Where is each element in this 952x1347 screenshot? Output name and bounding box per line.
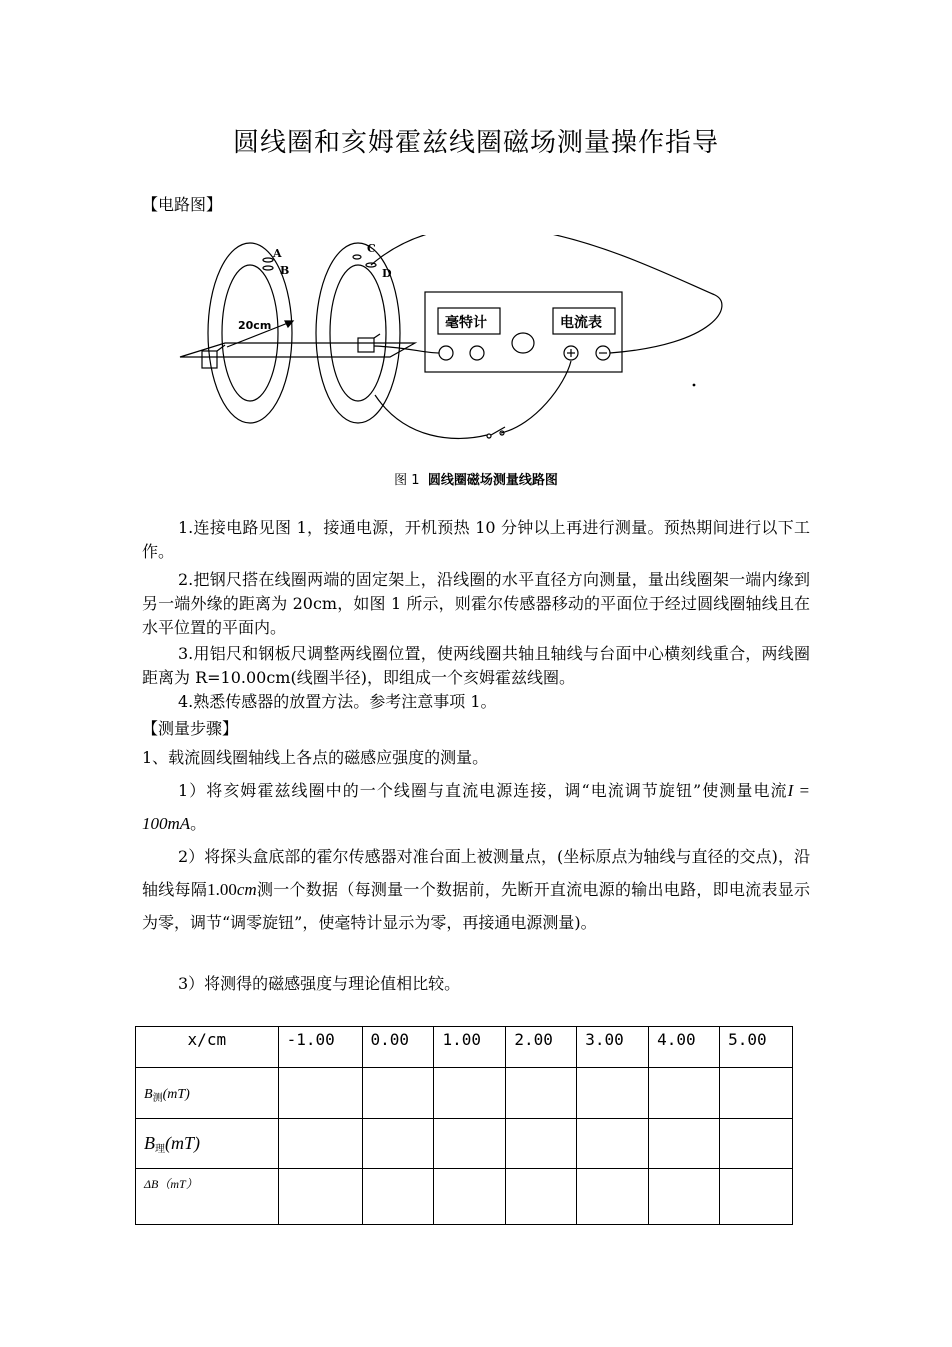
table-plane — [180, 343, 415, 357]
table-cell — [362, 1068, 434, 1119]
step-1-3: 3）将测得的磁感强度与理论值相比较。 — [178, 974, 461, 993]
header-x-value: 2.00 — [506, 1027, 577, 1068]
step-1-1: 1）将亥姆霍兹线圈中的一个线圈与直流电源连接，调“电流调节旋钮”使测量电流I = 100mA。 — [142, 781, 810, 833]
interval-unit: cm — [236, 880, 257, 899]
current-formula: I = 100mA — [142, 781, 810, 833]
table-header-row — [136, 1027, 793, 1068]
page-title: 圆线圈和亥姆霍兹线圈磁场测量操作指导 — [232, 128, 719, 158]
table-cell — [720, 1169, 793, 1225]
table-cell — [577, 1169, 649, 1225]
figure-caption-number: 图 1 — [394, 473, 420, 488]
wire-sensor — [374, 346, 439, 353]
table-cell — [506, 1119, 577, 1169]
interval-value: 1.00 — [207, 880, 237, 899]
setup-step-4: 4.熟悉传感器的放置方法。参考注意事项 1。 — [178, 692, 497, 711]
label-distance: 20cm — [238, 319, 272, 332]
instrument-box — [425, 292, 622, 372]
wire-switch — [375, 395, 487, 438]
meter-1-label: 毫特计 — [445, 315, 487, 331]
label-c: C — [367, 242, 376, 255]
wire-coil-return — [371, 235, 722, 353]
setup-step-2: 2.把钢尺搭在线圈两端的固定架上，沿线圈的水平直径方向测量，量出线圈架一端内缘到另一端外缘的距离为 20cm，如图 1 所示，则霍尔传感器移动的平面位于经过圆线圈轴线且在水平位置的平面内。 — [142, 570, 810, 637]
section-heading-circuit: 【电路图】 — [142, 195, 223, 214]
header-x-value: -1.00 — [278, 1027, 362, 1068]
coil-1-inner — [222, 265, 278, 401]
meter-2-label: 电流表 — [560, 315, 602, 331]
table-cell — [278, 1119, 362, 1169]
table-cell — [649, 1169, 720, 1225]
label-a: A — [273, 247, 282, 260]
table-cell — [506, 1068, 577, 1119]
table-cell — [720, 1119, 793, 1169]
table-row — [136, 1169, 793, 1225]
coil-2-inner — [330, 265, 386, 401]
table-cell — [434, 1169, 506, 1225]
measurement-table — [135, 1026, 793, 1225]
figure-caption — [0, 469, 952, 488]
table-cell — [278, 1068, 362, 1119]
figure-caption-text: 圆线圈磁场测量线路图 — [427, 473, 558, 488]
step-1-title: 1、载流圆线圈轴线上各点的磁感应强度的测量。 — [142, 748, 489, 767]
section-heading-steps: 【测量步骤】 — [142, 719, 239, 738]
step-1-2: 2）将探头盒底部的霍尔传感器对准台面上被测量点，(坐标原点为轴线与直径的交点)，沿轴线每隔1.00cm测一个数据（每测量一个数据前，先断开直流电源的输出电路，即电流表显示为零，调节“调零旋钮”，使毫特计显示为零，再接通电源测量)。 — [142, 847, 810, 932]
table-cell — [577, 1068, 649, 1119]
table-cell — [720, 1068, 793, 1119]
table-row — [136, 1119, 793, 1169]
label-b: B — [280, 264, 290, 277]
sensor-box — [358, 338, 374, 352]
table-cell — [362, 1169, 434, 1225]
table-cell — [434, 1119, 506, 1169]
setup-step-3: 3.用铝尺和钢板尺调整两线圈位置，使两线圈共轴且轴线与台面中心横刻线重合，两线圈距离为 R=10.00cm(线圈半径)，即组成一个亥姆霍兹线圈。 — [142, 644, 810, 687]
label-d: D — [382, 267, 392, 280]
row-label-b-theory: $B_理(mT)$ — [136, 1119, 279, 1169]
table-cell — [649, 1068, 720, 1119]
row-label-delta-b: ΔB（mT） — [136, 1169, 279, 1225]
table-cell — [506, 1169, 577, 1225]
table-cell — [362, 1119, 434, 1169]
setup-step-1: 1.连接电路见图 1，接通电源，开机预热 10 分钟以上再进行测量。预热期间进行以下工作。 — [142, 518, 810, 561]
table-cell — [278, 1169, 362, 1225]
header-x-label: x/cm — [136, 1027, 279, 1068]
table-cell — [434, 1068, 506, 1119]
table-cell — [649, 1119, 720, 1169]
circuit-diagram — [175, 235, 735, 460]
row-label-b-measured: $B_测(mT)$ — [136, 1068, 279, 1119]
header-x-value: 4.00 — [649, 1027, 720, 1068]
header-x-value: 1.00 — [434, 1027, 506, 1068]
header-x-value: 3.00 — [577, 1027, 649, 1068]
header-x-value: 0.00 — [362, 1027, 434, 1068]
header-x-value: 5.00 — [720, 1027, 793, 1068]
table-cell — [577, 1119, 649, 1169]
table-row — [136, 1068, 793, 1119]
